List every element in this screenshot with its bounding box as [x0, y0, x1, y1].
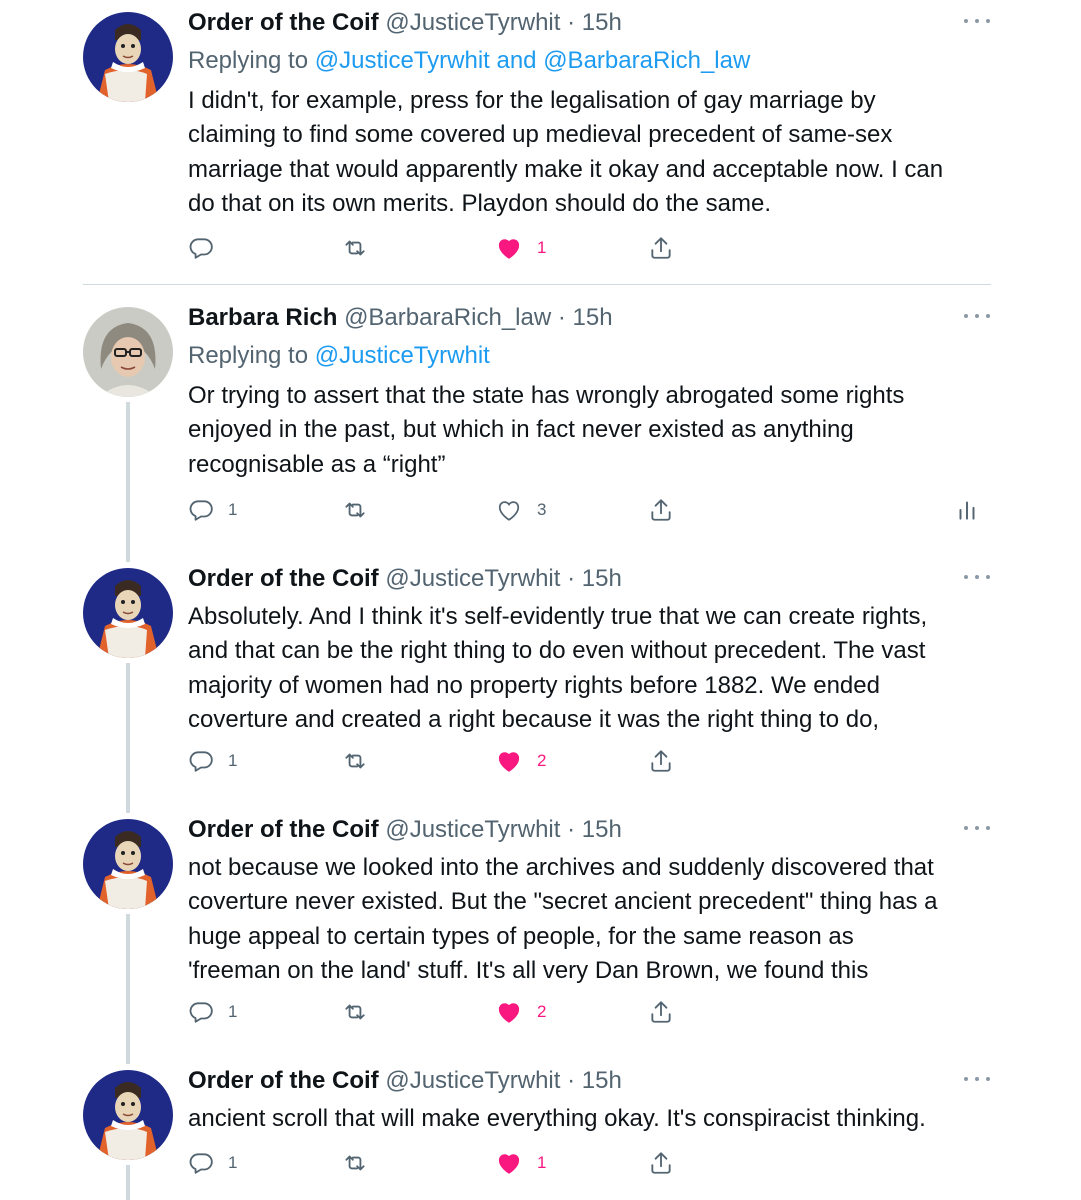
display-name[interactable]: Order of the Coif [188, 1067, 379, 1094]
tweet-actions [188, 1148, 988, 1178]
retweet-icon [341, 748, 369, 774]
like-count: 2 [537, 751, 547, 770]
timestamp[interactable]: · 15h [567, 565, 622, 592]
tweet[interactable] [0, 8, 1081, 278]
timestamp[interactable]: · 15h [567, 9, 622, 36]
replying-to [188, 46, 991, 76]
like-button[interactable] [495, 1148, 546, 1178]
tweet-text [188, 851, 991, 988]
timestamp[interactable]: · 15h [567, 1067, 622, 1094]
retweet-button[interactable] [341, 997, 369, 1027]
tweet-actions [188, 746, 988, 776]
like-count: 1 [537, 238, 547, 257]
avatar[interactable] [83, 819, 173, 909]
like-icon [495, 1150, 523, 1176]
reply-icon [188, 999, 214, 1025]
tweet-actions [188, 997, 988, 1027]
retweet-icon [341, 235, 369, 261]
user-handle[interactable]: @JusticeTyrwhit [385, 565, 561, 592]
timestamp[interactable]: · 15h [567, 816, 622, 843]
tweet[interactable] [0, 815, 1081, 1045]
tweet-divider [83, 284, 991, 285]
tweet-text-line: marriage that would apparently make it okay and acceptable now. I can [188, 155, 944, 183]
reply-button[interactable] [188, 233, 228, 263]
reply-count: 1 [228, 1002, 238, 1021]
retweet-icon [341, 999, 369, 1025]
more-icon[interactable] [964, 823, 990, 833]
display-name[interactable]: Order of the Coif [188, 816, 379, 843]
share-icon [648, 235, 674, 261]
share-button[interactable] [648, 746, 674, 776]
tweet-text-line: huge appeal to certain types of people, for the same reason as [188, 922, 854, 950]
display-name[interactable]: Barbara Rich [188, 304, 338, 331]
replying-to-link[interactable]: @JusticeTyrwhit and @BarbaraRich_law [314, 47, 751, 74]
replying-to-label: Replying to [188, 47, 315, 74]
retweet-button[interactable] [341, 1148, 369, 1178]
tweet[interactable] [0, 303, 1081, 533]
user-handle[interactable]: @JusticeTyrwhit [385, 9, 561, 36]
tweet-text-line: do that on its own merits. Playdon should do the same. [188, 189, 771, 217]
tweet-text [188, 600, 991, 737]
like-count: 1 [537, 1153, 547, 1172]
user-handle[interactable]: @JusticeTyrwhit [385, 1067, 561, 1094]
more-icon[interactable] [964, 16, 990, 26]
tweet-text-line: not because we looked into the archives and suddenly discovered that [188, 854, 934, 881]
share-button[interactable] [648, 1148, 674, 1178]
user-handle[interactable]: @JusticeTyrwhit [385, 816, 561, 843]
tweet-text-line: majority of women had no property rights before 1882. We ended [188, 671, 880, 699]
reply-icon [188, 748, 214, 774]
tweet-text-line: enjoyed in the past, but which in fact never existed as anything [188, 416, 854, 444]
tweet-header [188, 8, 991, 38]
display-name[interactable]: Order of the Coif [188, 9, 379, 36]
like-button[interactable] [495, 233, 546, 263]
retweet-button[interactable] [341, 495, 369, 525]
replying-to-label: Replying to [188, 342, 315, 369]
like-count: 3 [537, 500, 547, 519]
tweet-text-line: ancient scroll that will make everything okay. It's conspiracist thinking. [188, 1105, 926, 1132]
replying-to-link[interactable]: @JusticeTyrwhit [314, 342, 490, 369]
tweet-text-line: Absolutely. And I think it's self-evidently true that we can create rights, [188, 603, 928, 630]
avatar[interactable] [83, 568, 173, 658]
tweet-text-line: Or trying to assert that the state has wrongly abrogated some rights [188, 382, 905, 409]
like-button[interactable] [495, 746, 546, 776]
analytics-button[interactable] [954, 495, 980, 525]
tweet-text-line: claiming to find some covered up medieval precedent of same-sex [188, 121, 893, 149]
tweet-text-line: and that can be the right thing to do even without precedent. The vast [188, 637, 926, 665]
retweet-button[interactable] [341, 746, 369, 776]
retweet-icon [341, 497, 369, 523]
tweet-text-line: recognisable as a “right” [188, 450, 446, 478]
tweet-header [188, 1066, 991, 1096]
like-button[interactable] [495, 997, 546, 1027]
reply-count: 1 [228, 751, 238, 770]
display-name[interactable]: Order of the Coif [188, 565, 379, 592]
tweet-text [188, 84, 991, 221]
reply-button[interactable] [188, 1148, 237, 1178]
tweet-text [188, 379, 991, 482]
tweet-header [188, 564, 991, 594]
like-icon [495, 235, 523, 261]
tweet-header [188, 815, 991, 845]
retweet-icon [341, 1150, 369, 1176]
replying-to [188, 341, 991, 371]
more-icon[interactable] [964, 1074, 990, 1084]
more-icon[interactable] [964, 311, 990, 321]
avatar[interactable] [83, 12, 173, 102]
retweet-button[interactable] [341, 233, 369, 263]
share-button[interactable] [648, 997, 674, 1027]
tweet-actions [188, 233, 988, 263]
share-button[interactable] [648, 233, 674, 263]
reply-icon [188, 1150, 214, 1176]
analytics-icon [954, 497, 980, 523]
timestamp[interactable]: · 15h [557, 304, 613, 331]
reply-button[interactable] [188, 495, 237, 525]
tweet-text-line: coverture and created a right because it was the right thing to do, [188, 705, 880, 733]
like-button[interactable] [495, 495, 546, 525]
tweet-actions [188, 495, 988, 525]
tweet-header [188, 303, 991, 333]
tweet[interactable] [0, 564, 1081, 794]
reply-count: 1 [228, 1153, 238, 1172]
more-icon[interactable] [964, 572, 990, 582]
share-icon [648, 1150, 674, 1176]
avatar[interactable] [83, 307, 173, 397]
tweet-text-line: 'freeman on the land' stuff. It's all very Dan Brown, we found this [188, 956, 869, 984]
user-handle[interactable]: @BarbaraRich_law [344, 304, 552, 331]
share-button[interactable] [648, 495, 674, 525]
avatar[interactable] [83, 1070, 173, 1160]
share-icon [648, 748, 674, 774]
like-icon [495, 748, 523, 774]
tweet[interactable] [0, 1066, 1081, 1200]
tweet-text [188, 1102, 991, 1136]
tweet-text-line: coverture never existed. But the "secret ancient precedent" thing has a [188, 888, 938, 916]
share-icon [648, 497, 674, 523]
like-icon [495, 999, 523, 1025]
reply-button[interactable] [188, 997, 237, 1027]
reply-button[interactable] [188, 746, 237, 776]
reply-icon [188, 497, 214, 523]
like-icon [495, 497, 523, 523]
like-count: 2 [537, 1002, 547, 1021]
share-icon [648, 999, 674, 1025]
tweet-text-line: I didn't, for example, press for the legalisation of gay marriage by [188, 87, 876, 114]
reply-icon [188, 235, 214, 261]
reply-count: 1 [228, 500, 238, 519]
